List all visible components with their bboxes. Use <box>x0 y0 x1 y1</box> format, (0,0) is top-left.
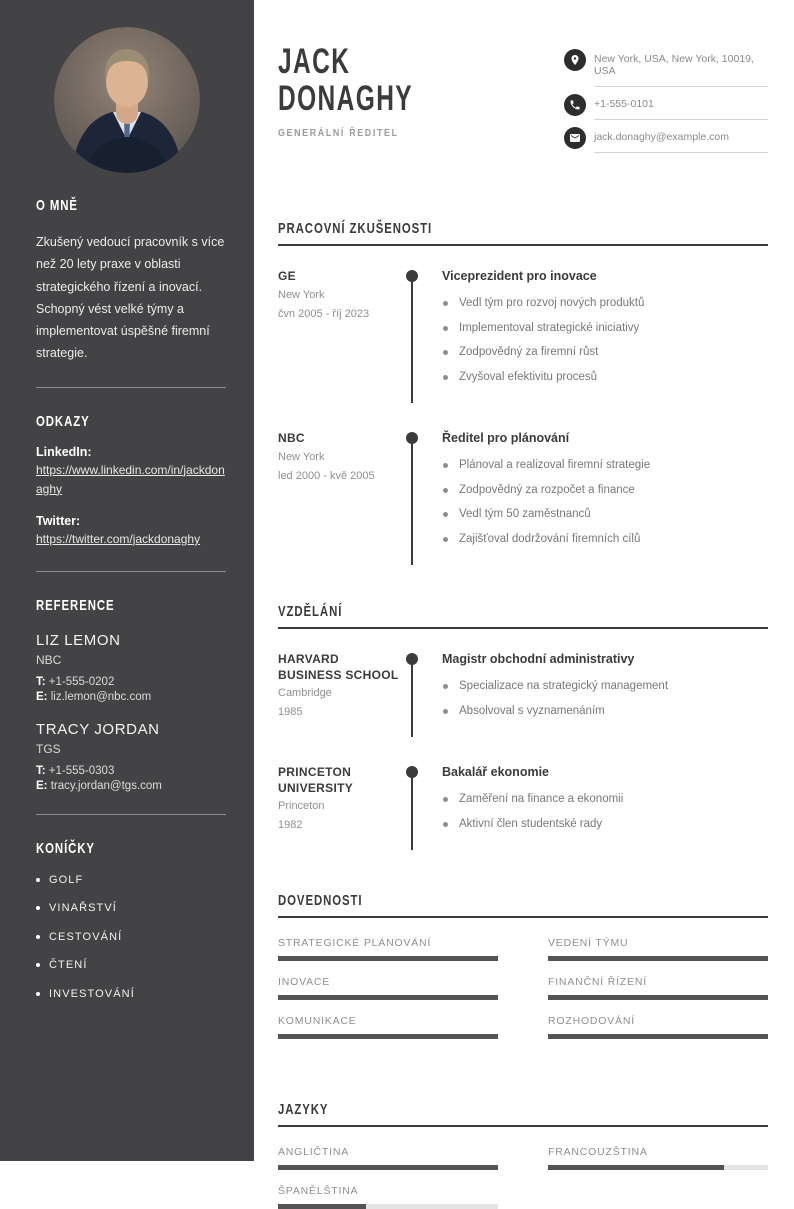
reference-item <box>36 632 226 703</box>
skills-header <box>278 892 768 918</box>
phone-label: T: <box>36 765 46 778</box>
bullet-item: Plánoval a realizoval firemní strategie <box>442 459 768 471</box>
experience-entries <box>278 269 768 557</box>
language-bar-track <box>278 1204 498 1209</box>
entry-location: Cambridge <box>278 687 332 700</box>
entry-location: New York <box>278 288 325 301</box>
education-entry <box>278 765 768 842</box>
email-value: liz.lemon@nbc.com <box>50 691 152 704</box>
timeline-marker <box>406 652 442 729</box>
skill-bar-fill <box>548 1034 768 1039</box>
link-item <box>36 445 226 499</box>
email-label: E: <box>36 691 48 704</box>
skills-section <box>278 892 768 1039</box>
bullet-item: Zodpovědný za firemní růst <box>442 346 768 358</box>
entry-company: NBC <box>278 431 305 445</box>
language-bar-fill <box>548 1165 724 1170</box>
education-header <box>278 603 768 629</box>
email-value: tracy.jordan@tgs.com <box>50 780 162 793</box>
timeline-marker <box>406 431 442 557</box>
phone-label: T: <box>36 676 46 689</box>
main-content <box>254 0 794 1197</box>
reference-phone <box>36 676 226 688</box>
timeline-marker <box>406 765 442 842</box>
skill-label: FINANČNÍ ŘÍZENÍ <box>548 976 647 988</box>
hobbies-title: KONÍČKY <box>36 840 95 858</box>
hobby-item: GOLF <box>36 874 226 886</box>
about-title: O MNĚ <box>36 197 78 214</box>
skill-bar-track <box>548 995 768 1000</box>
languages-section <box>278 1101 768 1209</box>
sidebar-divider <box>36 387 226 388</box>
skill-bar-fill <box>278 995 498 1000</box>
location-icon <box>564 49 586 71</box>
name-block <box>278 44 471 160</box>
contact-block <box>564 49 768 160</box>
entry-position: Ředitel pro plánování <box>442 431 570 445</box>
skill-bar-track <box>278 956 498 961</box>
skill-item <box>278 937 498 961</box>
sidebar-divider <box>36 814 226 815</box>
email-text: jack.donaghy@example.com <box>594 127 768 153</box>
entry-details <box>442 431 768 557</box>
reference-company: TGS <box>36 742 61 757</box>
header <box>278 44 768 160</box>
bullet-item: Vedl tým 50 zaměstnanců <box>442 508 768 520</box>
references-section <box>0 597 254 792</box>
about-text: Zkušený vedoucí pracovník s více než 20 lety praxe v oblasti strategického řízení a inovací. Schopný vést velké týmy a implementovat úspěšné firemní strategie. <box>36 235 225 361</box>
bullet-item: Vedl tým pro rozvoj nových produktů <box>442 297 768 309</box>
link-item <box>36 514 226 549</box>
link-label: Twitter: <box>36 513 81 528</box>
entry-org-block <box>278 652 406 729</box>
entry-degree: Magistr obchodní administrativy <box>442 652 635 666</box>
skill-bar-track <box>278 1034 498 1039</box>
education-section <box>278 603 768 842</box>
experience-header <box>278 220 768 246</box>
entry-bullets <box>442 459 768 545</box>
languages-grid <box>278 1146 768 1209</box>
entry-dates: led 2000 - kvě 2005 <box>278 469 375 482</box>
email-icon <box>564 127 586 149</box>
phone-text: +1-555-0101 <box>594 94 768 120</box>
language-item <box>548 1146 768 1170</box>
job-title: GENERÁLNÍ ŘEDITEL <box>278 126 399 139</box>
profile-photo-image <box>54 27 200 173</box>
phone-value: +1-555-0202 <box>48 676 115 689</box>
hobby-item: CESTOVÁNÍ <box>36 931 226 943</box>
skill-bar-fill <box>278 956 498 961</box>
last-name: DONAGHY <box>278 78 414 118</box>
link-url[interactable]: https://www.linkedin.com/in/jackdonaghy <box>36 462 225 496</box>
entry-org-block <box>278 431 406 557</box>
skill-bar-fill <box>278 1034 498 1039</box>
phone-icon <box>564 94 586 116</box>
skill-label: KOMUNIKACE <box>278 1015 357 1027</box>
reference-phone <box>36 765 226 777</box>
skill-bar-fill <box>548 995 768 1000</box>
sidebar <box>0 0 254 1161</box>
skill-bar-track <box>548 1034 768 1039</box>
skill-bar-fill <box>548 956 768 961</box>
reference-name: TRACY JORDAN <box>36 721 160 739</box>
phone-value: +1-555-0303 <box>48 765 115 778</box>
hobby-item: ČTENÍ <box>36 959 226 971</box>
experience-entry <box>278 431 768 557</box>
about-section <box>0 197 254 365</box>
entry-school: PRINCETON UNIVERSITY <box>278 765 354 795</box>
links-title: ODKAZY <box>36 412 90 430</box>
reference-item <box>36 721 226 792</box>
experience-entry <box>278 269 768 395</box>
contact-email-row <box>564 127 768 153</box>
bullet-item: Zajišťoval dodržování firemních cílů <box>442 533 768 545</box>
experience-title: PRACOVNÍ ZKUŠENOSTI <box>278 220 433 237</box>
language-bar-fill <box>278 1165 498 1170</box>
reference-name: LIZ LEMON <box>36 632 121 650</box>
entry-org-block <box>278 269 406 395</box>
link-label: LinkedIn: <box>36 444 92 459</box>
links-list <box>36 445 226 550</box>
education-entry <box>278 652 768 729</box>
skill-item <box>548 1015 768 1039</box>
skill-item <box>278 976 498 1000</box>
skill-item <box>548 937 768 961</box>
entry-location: New York <box>278 450 325 463</box>
entry-school: HARVARD BUSINESS SCHOOL <box>278 652 399 682</box>
language-bar-fill <box>278 1204 366 1209</box>
reference-email <box>36 780 226 792</box>
entry-position: Viceprezident pro inovace <box>442 269 597 283</box>
hobbies-list <box>36 874 226 1000</box>
language-item <box>278 1185 498 1209</box>
education-entries <box>278 652 768 842</box>
entry-degree: Bakalář ekonomie <box>442 765 549 779</box>
links-section <box>0 413 254 550</box>
entry-year: 1985 <box>278 706 303 719</box>
skill-item <box>548 976 768 1000</box>
languages-title: JAZYKY <box>278 1101 329 1118</box>
profile-photo <box>0 27 254 173</box>
email-label: E: <box>36 780 48 793</box>
bullet-item: Zodpovědný za rozpočet a finance <box>442 484 768 496</box>
entry-bullets <box>442 680 768 717</box>
timeline-marker <box>406 269 442 395</box>
skill-label: VEDENÍ TÝMU <box>548 937 629 949</box>
language-label: ANGLIČTINA <box>278 1146 350 1158</box>
bullet-item: Specializace na strategický management <box>442 680 768 692</box>
references-list <box>36 632 226 792</box>
sidebar-divider <box>36 571 226 572</box>
skill-label: ROZHODOVÁNÍ <box>548 1015 635 1027</box>
bullet-item: Aktivní člen studentské rady <box>442 818 768 830</box>
bullet-item: Zaměření na finance a ekonomii <box>442 793 768 805</box>
languages-header <box>278 1101 768 1127</box>
entry-org-block <box>278 765 406 842</box>
experience-section <box>278 220 768 557</box>
bullet-item: Absolvoval s vyznamenáním <box>442 705 768 717</box>
skills-title: DOVEDNOSTI <box>278 892 363 909</box>
contact-phone-row <box>564 94 768 120</box>
entry-details <box>442 652 768 729</box>
skill-label: INOVACE <box>278 976 331 988</box>
reference-company: NBC <box>36 653 62 668</box>
language-label: ŠPANĚLŠTINA <box>278 1185 359 1197</box>
contact-location-row <box>564 49 768 87</box>
hobby-item: INVESTOVÁNÍ <box>36 988 226 1000</box>
bullet-item: Zvyšoval efektivitu procesů <box>442 371 768 383</box>
hobby-item: VINAŘSTVÍ <box>36 902 226 914</box>
skill-bar-track <box>548 956 768 961</box>
bullet-item: Implementoval strategické iniciativy <box>442 322 768 334</box>
language-item <box>278 1146 498 1170</box>
skill-bar-track <box>278 995 498 1000</box>
skill-label: STRATEGICKÉ PLÁNOVÁNÍ <box>278 937 432 949</box>
entry-bullets <box>442 297 768 383</box>
first-name: JACK <box>278 42 351 81</box>
entry-dates: čvn 2005 - říj 2023 <box>278 307 370 320</box>
entry-year: 1982 <box>278 819 303 832</box>
entry-details <box>442 269 768 395</box>
entry-location: Princeton <box>278 800 325 813</box>
reference-email <box>36 691 226 703</box>
language-label: FRANCOUZŠTINA <box>548 1146 648 1158</box>
entry-details <box>442 765 768 842</box>
skill-item <box>278 1015 498 1039</box>
education-title: VZDĚLÁNÍ <box>278 603 343 620</box>
entry-bullets <box>442 793 768 830</box>
hobbies-section <box>0 840 254 1000</box>
entry-company: GE <box>278 269 296 283</box>
language-bar-track <box>278 1165 498 1170</box>
person-name <box>278 44 471 118</box>
link-url[interactable]: https://twitter.com/jackdonaghy <box>36 531 201 546</box>
location-text: New York, USA, New York, 10019, USA <box>594 49 768 87</box>
skills-grid <box>278 937 768 1039</box>
language-bar-track <box>548 1165 768 1170</box>
references-title: REFERENCE <box>36 597 115 615</box>
